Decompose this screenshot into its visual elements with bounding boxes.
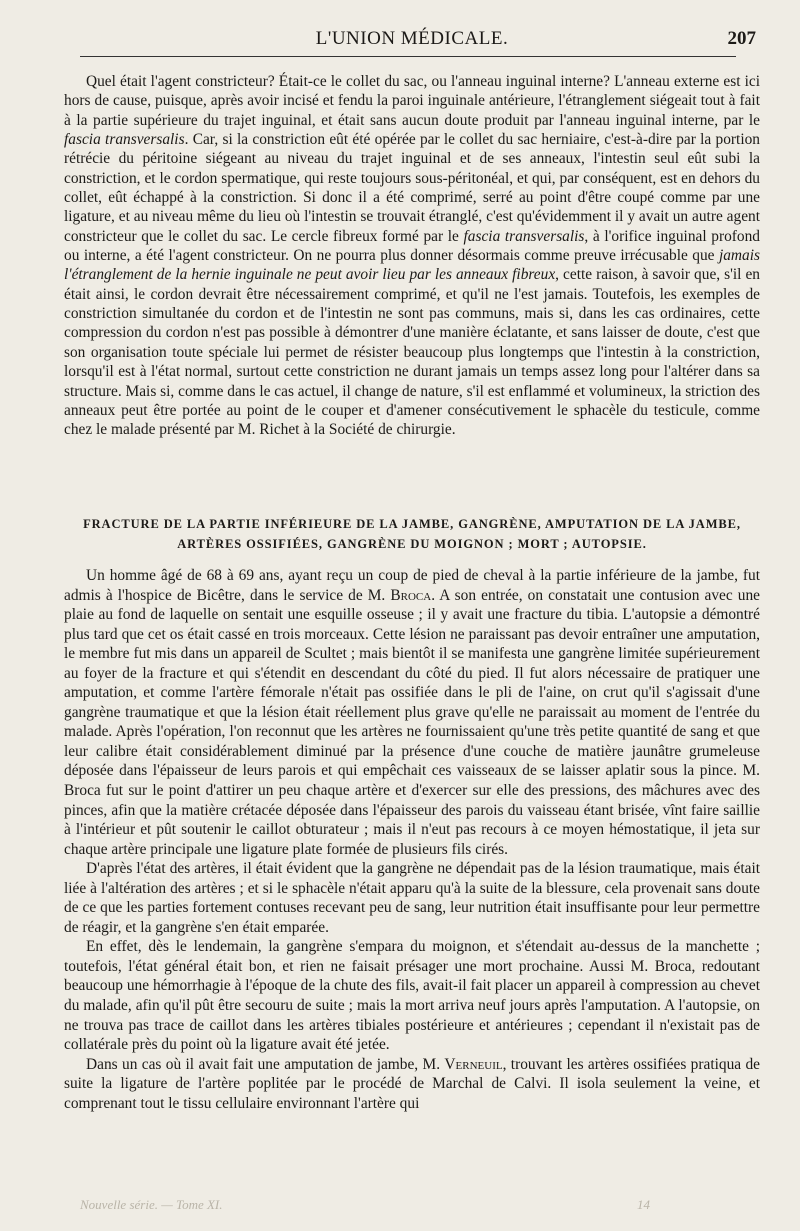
text-run: Dans un cas où il avait fait une amputation de jambe, M. xyxy=(86,1055,445,1073)
section-heading-line-2: ARTÈRES OSSIFIÉES, GANGRÈNE DU MOIGNON ; MORT ; AUTOPSIE. xyxy=(177,537,647,551)
italic-quote: jamais l'étranglement de la hernie inguinale ne peut avoir lieu par les anneaux fibreux xyxy=(64,247,760,284)
text-run: Quel était l'agent constricteur? Était-ce le collet du sac, ou l'anneau inguinal interne? L'anneau externe est ici hors de cause, puisque, après avoir incisé et fendu la paroi inguinale antérieure, l'étranglement siégeait tout à fait à la partie supérieure du trajet inguinal, et était sans aucun doute produit par l'anneau inguinal interne, par le xyxy=(64,73,760,129)
paragraph: En effet, dès le lendemain, la gangrène s'empara du moignon, et s'étendait au-dessus de la manchette ; toutefois, l'état général était bon, et rien ne faisait présager une mort prochaine. Aussi M. Broca, redoutant beaucoup une hémorrhagie à l'époque de la chute des fils, avait-il fait placer un appareil à compression au chevet du malade, afin qu'il pût être secouru de suite ; mais la mort arriva neuf jours après l'amputation. A l'autopsie, on ne trouva pas trace de caillot dans les artères tibiales postérieure et antérieures ; cependant il n'existait pas de collatérale près du point où la ligature avait été jetée. xyxy=(64,938,760,1054)
footer-series: Nouvelle série. — Tome XI. xyxy=(80,1197,223,1212)
paragraph xyxy=(64,72,760,440)
article-continuation xyxy=(64,72,760,440)
surname: Verneuil xyxy=(444,1055,503,1073)
case-report xyxy=(64,566,760,1113)
footer-signature: 14 xyxy=(637,1197,650,1212)
surname: Broca xyxy=(390,586,432,604)
page-footer xyxy=(80,1197,760,1213)
paragraph xyxy=(64,566,760,859)
text-run: . A son entrée, on constatait une contusion avec une plaie au fond de laquelle on sentait une esquille osseuse ; il y avait une fracture du tibia. L'autopsie a démontré plus tard que cet os était cassé en trois morceaux. Cette lésion ne paraissant pas devoir entraîner une amputation, le membre fut mis dans un appareil de Scultet ; mais bientôt il se manifesta une gangrène limitée supérieurement au foyer de la fracture et qui s'étendit en descendant du côté du pied. Il fut alors nécessaire de pratiquer une amputation, et comme l'artère fémorale n'était pas ossifiée dans le pli de l'aine, on crut qu'il s'agissait d'une gangrène traumatique et que la lésion était réellement plus grave qu'elle ne paraissait au moment de l'entrée du malade. Après l'opération, l'on reconnut que les artères ne fournissaient qu'une très petite quantité de sang et que leur calibre était considérablement diminué par la présence d'une couche de matière jaunâtre grumeleuse déposée dans l'épaisseur de leurs parois et qui empêchait ces vaisseaux de se laisser aplatir sous la pince. M. Broca fut sur le point d'attirer un peu chaque artère et d'exercer sur elle des pressions, des mâchures avec des pinces, afin que la matière crétacée déposée dans l'épaisseur des parois du vaisseau étant brisée, vînt faire saillie à l'intérieur et pût soutenir le caillot obturateur ; mais il n'eut pas recours à ce moyen hémostatique, il jeta sur chaque artère principale une ligature plate formée de plusieurs fils cirés. xyxy=(64,586,761,858)
section-heading-line-1: FRACTURE DE LA PARTIE INFÉRIEURE DE LA JAMBE, GANGRÈNE, AMPUTATION DE LA JAMBE, xyxy=(83,517,741,531)
page-number: 207 xyxy=(727,28,756,49)
paragraph: D'après l'état des artères, il était évident que la gangrène ne dépendait pas de la lésion traumatique, mais était liée à l'altération des artères ; et si le sphacèle n'était apparu qu'à la suite de la blessure, cela provenait sans doute de ce que les parties fortement contuses recevant peu de sang, leur nutrition était insuffisante pour leur permettre de réagir, et la gangrène s'en était emparée. xyxy=(64,860,760,936)
header-rule xyxy=(80,56,736,57)
running-title: L'UNION MÉDICALE. xyxy=(315,28,509,49)
text-run: . Car, si la constriction eût été opérée par le collet du sac herniaire, c'est-à-dire par la portion rétrécie du péritoine siégeant au niveau du trajet inguinal et de ses anneaux, l'intestin seul eût subi la constriction, et le cordon spermatique, qui reste toujours sous-péritonéal, et qui, par conséquent, est en dehors du collet, eût échappé à la constriction. Si donc il a été comprimé, serré au point d'être coupé comme par une ligature, et au niveau même du lieu où l'intestin se trouvait étranglé, c'est qu'évidemment il y avait un autre agent constricteur que le collet du sac. Le cercle fibreux formé par le xyxy=(64,131,760,245)
text-run: Un homme âgé de 68 à 69 ans, ayant reçu un coup de pied de cheval à la partie inférieure de la jambe, fut admis à l'hospice de Bicêtre, dans le service de M. xyxy=(64,567,760,604)
paragraph xyxy=(64,1055,760,1114)
text-run: , à l'orifice inguinal profond ou interne, a été l'agent constricteur. On ne pourra plus donner désormais comme preuve irrécusable que xyxy=(64,227,760,265)
text-run: , cette raison, à savoir que, s'il en était ainsi, le cordon devrait être nécessairement comprimé, et qu'il ne l'est jamais. Toutefois, les exemples de constriction simultanée du cordon et de l'intestin ne sont pas communs, mais si, dans les cas ordinaires, cette compression du cordon n'est pas possible à démontrer d'une manière éclatante, et sans laisser de doute, c'est que son organisation toute spéciale lui permet de résister beaucoup plus longtemps que l'intestin à la constriction, lorsqu'il est à l'état normal, surtout cette constriction ne durant jamais un temps assez long pour l'altérer dans sa structure. Mais si, comme dans le cas actuel, il change de nature, s'il est enflammé et volumineux, la striction des anneaux peut être portée au point de le couper et d'amener consécutivement le sphacèle du testicule, comme chez le malade présenté par M. Richet à la Société de chirurgie. xyxy=(64,266,760,439)
text-run: , trouvant les artères ossifiées pratiqua de suite la ligature de l'artère poplitée par le procédé de Marchal de Calvi. Il isola seulement la veine, et comprenant tout le tissu cellulaire environnant l'artère qui xyxy=(64,1055,760,1112)
section-heading xyxy=(64,514,760,554)
page-header xyxy=(64,22,760,52)
italic-term: fascia transversalis xyxy=(64,131,185,149)
italic-term: fascia transversalis xyxy=(463,227,585,245)
